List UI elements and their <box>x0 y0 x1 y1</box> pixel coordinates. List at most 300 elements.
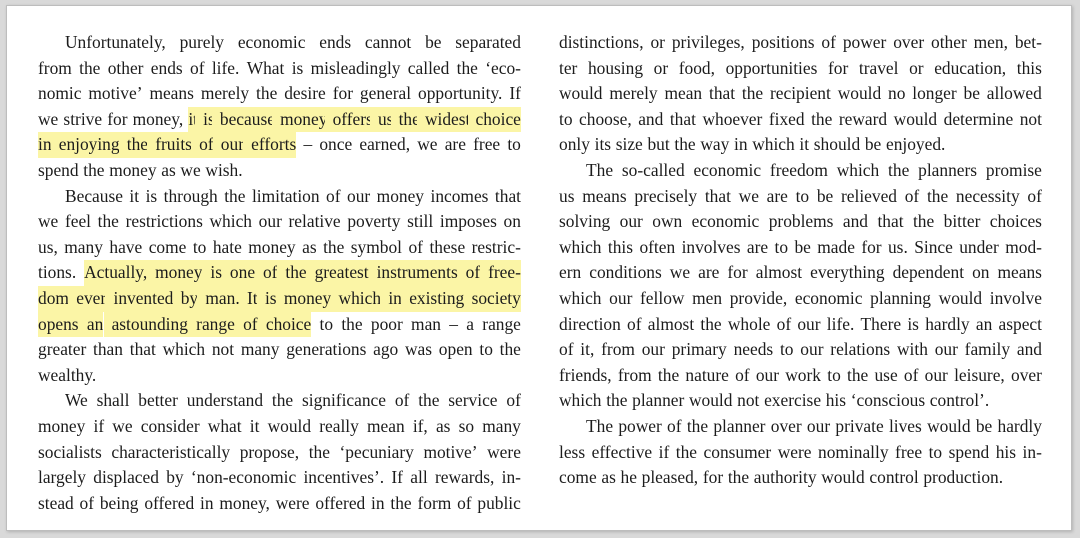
word: of <box>667 415 682 436</box>
word: significance <box>301 390 386 411</box>
word: and <box>638 108 664 129</box>
word: as <box>601 467 616 488</box>
word: the <box>741 83 764 104</box>
word: displaced <box>93 467 159 488</box>
text-line <box>38 465 521 491</box>
word: whoever <box>702 108 763 129</box>
word: the <box>308 441 330 462</box>
word: would <box>927 415 971 436</box>
highlighted-word: range <box>196 312 235 338</box>
word: in <box>200 492 214 513</box>
word: and <box>842 211 869 232</box>
word: ‘pecuniary <box>339 441 414 462</box>
word: but <box>647 134 670 155</box>
word: are <box>698 262 720 283</box>
word: primary <box>671 339 727 360</box>
word: incentives’. <box>303 467 385 488</box>
word: positions <box>751 32 815 52</box>
text-line <box>38 414 521 440</box>
word: only <box>559 134 590 155</box>
word: would <box>821 467 865 488</box>
word: in <box>734 134 748 155</box>
word: spend <box>948 441 990 462</box>
word: promise <box>985 159 1042 180</box>
word: the <box>811 108 833 129</box>
word: to <box>479 339 493 360</box>
word: bitter <box>943 211 981 232</box>
word: means <box>582 185 627 206</box>
word: our <box>800 339 824 360</box>
word: poor <box>370 313 403 334</box>
word: once <box>319 134 353 155</box>
word: planners <box>918 159 978 180</box>
word: friends, <box>559 364 612 385</box>
word: the <box>888 159 910 180</box>
word: power <box>618 415 662 436</box>
word: other <box>107 57 144 78</box>
word: service <box>448 390 498 411</box>
word: feel <box>64 211 91 232</box>
word: to <box>192 236 207 257</box>
text-line <box>38 132 521 158</box>
word: should <box>813 134 861 155</box>
word: ‘non-economic <box>190 467 297 488</box>
word: no <box>888 83 906 104</box>
word: If <box>391 467 403 488</box>
word: are <box>766 185 788 206</box>
word: to <box>779 339 794 360</box>
word: the <box>97 211 119 232</box>
word: that <box>704 185 731 206</box>
word: ern <box>559 262 582 283</box>
word: leisure, <box>954 364 1005 385</box>
highlighted-word: in <box>388 286 402 312</box>
word: travel <box>858 57 899 78</box>
word: economic <box>691 211 760 232</box>
word: aspect <box>998 313 1042 334</box>
text-line <box>38 388 521 414</box>
right-column <box>559 30 1042 491</box>
word: means <box>149 83 194 104</box>
word: as <box>435 415 451 436</box>
left-column <box>38 30 521 516</box>
highlighted-word: of <box>263 260 278 286</box>
word: shall <box>96 390 130 411</box>
word: nominally <box>818 441 889 462</box>
highlighted-word: an <box>87 312 103 338</box>
word: understand <box>186 390 264 411</box>
word: his <box>825 390 847 411</box>
word: we <box>417 134 438 155</box>
word: our <box>924 364 948 385</box>
word: not <box>1019 108 1042 129</box>
word: and <box>1016 339 1042 360</box>
highlighted-word: invented <box>113 286 173 312</box>
word: ‘eco- <box>485 57 521 78</box>
word: life. <box>826 313 855 334</box>
word: us. <box>887 236 908 257</box>
highlighted-word: It <box>247 286 258 312</box>
text-line <box>559 30 1042 56</box>
word: have <box>109 236 143 257</box>
word: would <box>267 415 312 436</box>
highlighted-word: existing <box>409 286 464 312</box>
word: propose, <box>239 441 300 462</box>
word: of <box>190 57 205 78</box>
text-line <box>559 132 1042 158</box>
word: the <box>675 441 698 462</box>
word: the <box>341 313 363 334</box>
highlighted-word: efforts <box>251 132 296 158</box>
word: that <box>129 339 156 360</box>
text-line <box>559 363 1042 389</box>
word: size <box>615 134 643 155</box>
word: this <box>607 236 634 257</box>
word: wish. <box>205 159 243 180</box>
word: earned, <box>359 134 411 155</box>
word: the <box>657 364 680 385</box>
word: The <box>586 415 614 436</box>
word: money, <box>219 492 270 513</box>
word: authority <box>753 467 817 488</box>
word: privileges, <box>671 32 745 52</box>
word: so-called <box>621 159 685 180</box>
word: of <box>457 492 472 513</box>
word: our <box>797 313 821 334</box>
word: many <box>240 339 280 360</box>
word: ago <box>373 339 399 360</box>
word: be <box>794 236 811 257</box>
word: way <box>700 134 730 155</box>
word: to <box>795 185 810 206</box>
word: ter <box>559 57 578 78</box>
word: the <box>83 159 105 180</box>
text-line <box>559 107 1042 133</box>
word: restric- <box>471 236 521 257</box>
word: work <box>785 364 821 385</box>
text-line <box>38 81 521 107</box>
word: if <box>93 415 105 436</box>
word: a <box>466 313 474 334</box>
word: not <box>737 390 760 411</box>
word: almost <box>755 262 803 283</box>
word: effective <box>591 441 653 462</box>
word: it <box>129 185 140 206</box>
word: bet- <box>1014 32 1042 52</box>
word: recipient <box>770 83 831 104</box>
word: greater <box>38 339 87 360</box>
word: the <box>456 57 478 78</box>
word: whole <box>727 313 771 334</box>
word: – <box>303 134 313 155</box>
word: is <box>145 185 158 206</box>
word: our <box>641 339 665 360</box>
word: come <box>559 467 597 488</box>
word: made <box>817 236 855 257</box>
word: from <box>601 339 635 360</box>
word: than <box>93 339 123 360</box>
highlighted-word: Actually, <box>84 260 147 286</box>
word: our <box>755 364 780 385</box>
word: power <box>842 32 887 52</box>
text-line <box>559 260 1042 286</box>
word: form <box>417 492 452 513</box>
word: planner <box>632 390 685 411</box>
highlighted-word: astounding <box>112 312 188 338</box>
word: Because <box>65 185 123 206</box>
word: would <box>837 83 882 104</box>
word: by <box>166 467 184 488</box>
word: not <box>211 339 235 360</box>
word: often <box>639 236 676 257</box>
word: our <box>934 339 958 360</box>
word: conditions <box>589 262 662 283</box>
text-line <box>38 337 521 363</box>
word: would <box>559 83 603 104</box>
word: the <box>499 339 521 360</box>
highlighted-word: the <box>127 132 148 158</box>
word: exercise <box>764 390 822 411</box>
highlighted-word: of <box>199 132 214 158</box>
highlighted-word: which <box>339 286 382 312</box>
word: which <box>559 236 602 257</box>
highlighted-word: money <box>280 107 327 133</box>
word: on <box>972 262 990 283</box>
text-line <box>559 81 1042 107</box>
word: man <box>411 313 441 334</box>
text-line <box>38 286 521 312</box>
word: that <box>708 83 736 104</box>
word: of <box>79 492 95 513</box>
text-line <box>38 260 521 286</box>
text-line <box>38 30 521 56</box>
word: it <box>799 134 810 155</box>
text-line <box>38 184 521 210</box>
text-line <box>38 440 521 466</box>
word: less <box>559 441 586 462</box>
word: money, <box>132 108 184 129</box>
word: hardly <box>997 415 1042 436</box>
word: be <box>816 185 834 206</box>
highlighted-word: ever <box>76 286 106 312</box>
highlighted-word: free- <box>488 260 521 286</box>
word: production. <box>923 467 1004 488</box>
word: fellow <box>640 287 685 308</box>
highlighted-word: choice <box>266 312 311 338</box>
word: as <box>161 159 176 180</box>
highlighted-word: the <box>285 260 306 286</box>
word: of <box>1027 185 1042 206</box>
word: enjoyed. <box>885 134 946 155</box>
word: means <box>997 262 1042 283</box>
text-line <box>559 465 1042 491</box>
word: the <box>912 211 935 232</box>
word: of <box>408 236 423 257</box>
word: almost <box>647 313 695 334</box>
word: relations <box>830 339 891 360</box>
word: relieved <box>840 185 897 206</box>
word: us <box>559 185 575 206</box>
word: symbol <box>350 236 402 257</box>
word: ends <box>319 32 352 52</box>
word: own <box>652 211 683 232</box>
highlighted-word: is <box>203 107 215 133</box>
word: reward <box>838 108 888 129</box>
word: mod- <box>1005 236 1042 257</box>
word: under <box>959 236 999 257</box>
word: socialists <box>38 441 102 462</box>
highlighted-word: in <box>38 132 52 158</box>
word: opportunities <box>725 57 818 78</box>
word: housing <box>587 57 644 78</box>
word: private <box>835 415 884 436</box>
word: What <box>246 57 285 78</box>
word: money <box>38 415 86 436</box>
word: really <box>319 415 359 436</box>
word: hate <box>212 236 242 257</box>
word: wealthy. <box>38 364 97 385</box>
word: pleased, <box>641 467 699 488</box>
word: we <box>669 262 691 283</box>
word: this <box>1016 57 1042 78</box>
word: public <box>477 492 521 513</box>
highlighted-word: one <box>230 260 255 286</box>
highlighted-word: widest <box>425 107 470 133</box>
word: many <box>482 415 521 436</box>
word: fixed <box>768 108 805 129</box>
word: it <box>249 415 260 436</box>
text-line <box>559 209 1042 235</box>
word: characteristically <box>111 441 231 462</box>
highlighted-word: money <box>284 286 331 312</box>
word: economic <box>693 159 762 180</box>
word: family <box>964 339 1011 360</box>
word: what <box>207 415 242 436</box>
word: the <box>271 390 294 411</box>
word: rewards, <box>434 467 495 488</box>
word: open <box>438 339 473 360</box>
word: There <box>860 313 902 334</box>
word: direction <box>559 313 621 334</box>
word: mean <box>664 83 703 104</box>
word: he <box>620 467 637 488</box>
word: involve <box>989 287 1042 308</box>
word: of <box>776 313 792 334</box>
word: offered <box>144 492 195 513</box>
word: for <box>727 262 748 283</box>
word: merely <box>200 83 250 104</box>
word: food, <box>678 57 715 78</box>
word: incomes <box>430 185 489 206</box>
word: nature <box>685 364 729 385</box>
word: problems <box>768 211 834 232</box>
word: mean <box>366 415 405 436</box>
word: money <box>376 185 425 206</box>
word: precisely <box>634 185 698 206</box>
word: was <box>405 339 433 360</box>
word: is <box>291 57 304 78</box>
word: consider <box>140 415 200 436</box>
word: better <box>138 390 178 411</box>
word: our <box>806 415 831 436</box>
word: ends <box>150 57 183 78</box>
text-line <box>38 209 521 235</box>
word: the <box>256 83 278 104</box>
text-line <box>38 158 521 184</box>
word: general <box>359 83 412 104</box>
word: we <box>112 415 133 436</box>
word: we <box>38 108 59 129</box>
highlighted-word: choice <box>476 107 521 133</box>
word: opportunity. <box>418 83 503 104</box>
word: necessity <box>955 185 1020 206</box>
word: cannot <box>364 32 412 52</box>
word: imposes <box>439 211 497 232</box>
word: in- <box>1022 441 1042 462</box>
word: nomic <box>38 83 82 104</box>
word: which <box>559 390 602 411</box>
word: range <box>482 313 521 334</box>
word: if, <box>412 415 428 436</box>
text-line <box>38 312 521 338</box>
highlighted-word: of <box>243 312 258 338</box>
highlighted-word: is <box>210 260 222 286</box>
word: or <box>653 57 669 78</box>
word: be <box>425 32 442 52</box>
word: would <box>893 108 938 129</box>
word: provide, <box>729 287 788 308</box>
word: be <box>963 83 980 104</box>
highlighted-word: it <box>188 107 198 133</box>
word: our <box>347 185 371 206</box>
word: free <box>895 441 923 462</box>
highlighted-word: us <box>378 107 393 133</box>
word: of <box>903 364 919 385</box>
highlighted-word: enjoying <box>59 132 120 158</box>
text-line <box>559 158 1042 184</box>
word: that <box>669 108 696 129</box>
word: men, <box>973 32 1008 52</box>
word: to <box>507 134 521 155</box>
word: use <box>874 364 898 385</box>
text-line <box>38 107 521 133</box>
highlighted-word: of <box>466 260 481 286</box>
word: allowed <box>986 83 1042 104</box>
word: the <box>926 185 949 206</box>
word: over <box>1011 364 1042 385</box>
word: men <box>692 287 723 308</box>
word: planner <box>713 415 766 436</box>
word: restrictions <box>125 211 203 232</box>
word: consumer <box>703 441 772 462</box>
highlighted-word: opens <box>38 312 79 338</box>
word: choose, <box>579 108 632 129</box>
word: free <box>473 134 501 155</box>
word: life. <box>211 57 240 78</box>
text-line <box>38 56 521 82</box>
word: for <box>332 83 353 104</box>
word: us, <box>38 236 58 257</box>
word: that <box>494 185 521 206</box>
word: If <box>509 83 521 104</box>
highlighted-word: our <box>221 132 244 158</box>
highlighted-word: man. <box>205 286 239 312</box>
word: for <box>107 108 128 129</box>
word: which <box>209 211 253 232</box>
word: misleadingly <box>310 57 401 78</box>
word: of <box>627 313 642 334</box>
word: from <box>38 57 72 78</box>
